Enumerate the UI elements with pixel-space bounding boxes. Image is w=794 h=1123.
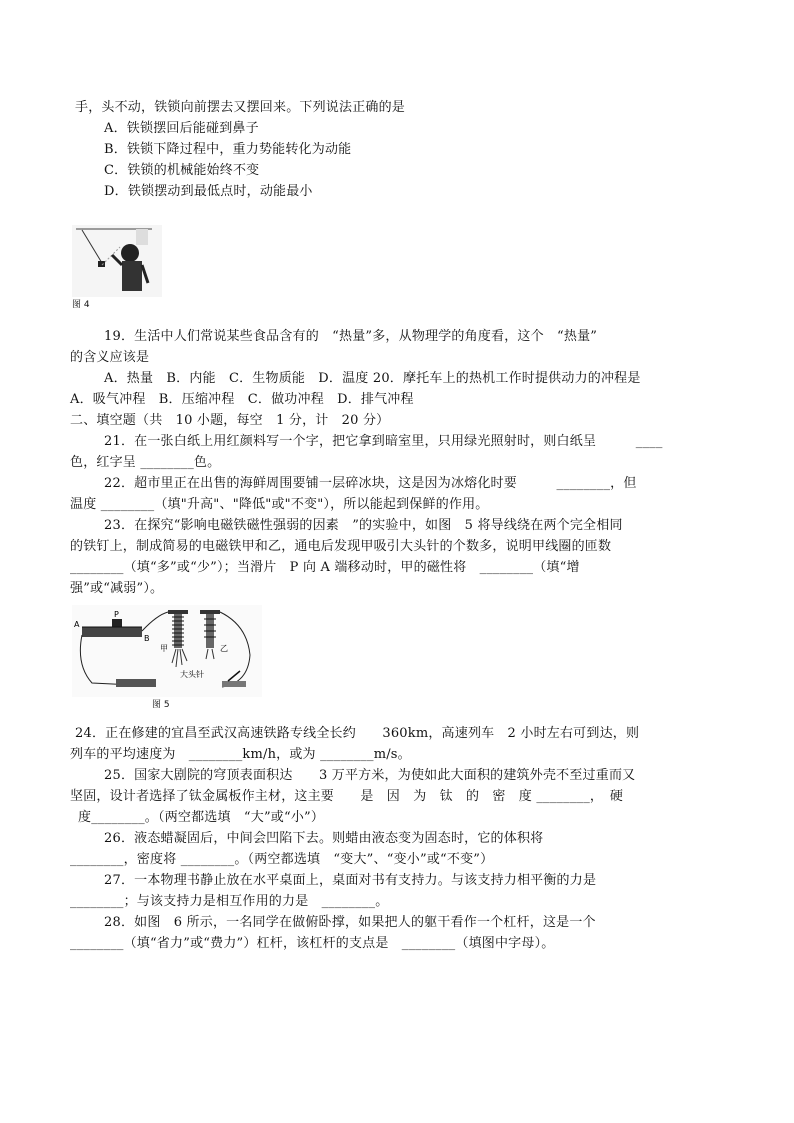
label-p: P	[114, 610, 119, 619]
q25-line2: 坚固，设计者选择了钛金属板作主材，这主要 是 因 为 钛 的 密 度 ________， 硬	[70, 789, 624, 804]
q23-line2: 的铁钉上，制成简易的电磁铁甲和乙，通电后发现甲吸引大头针的个数多，说明甲线圈的匝数	[70, 539, 612, 554]
q18-option-d: D．铁锁摆动到最低点时，动能最小	[104, 184, 313, 199]
q18-option-c: C．铁锁的机械能始终不变	[104, 163, 260, 178]
section-2-heading: 二、填空题（共 10 小题，每空 1 分，计 20 分）	[70, 413, 390, 428]
figure-4-caption: 图 4	[72, 300, 90, 310]
label-pins: 大头针	[180, 670, 204, 679]
q28-line1: 28．如图 6 所示，一名同学在做俯卧撑，如果把人的躯干看作一个杠杆，这是一个	[104, 915, 596, 930]
q21-line1: 21．在一张白纸上用红颜料写一个字，把它拿到暗室里，只用绿光照射时，则白纸呈 ____	[104, 434, 663, 449]
q19-line1: 19．生活中人们常说某些食品含有的 “热量”多，从物理学的角度看，这个 “热量”	[104, 329, 598, 344]
q28-line2: ________（填“省力”或“费力”）杠杆，该杠杆的支点是 ________（填图中字母）。	[70, 936, 555, 951]
label-b: B	[144, 634, 150, 643]
figure-5-caption: 图 5	[152, 700, 170, 710]
q25-line3: 度________。（两空都选填 “大”或“小”）	[78, 810, 325, 825]
q19-line2: 的含义应该是	[70, 350, 150, 365]
q27-line1: 27．一本物理书静止放在水平桌面上，桌面对书有支持力。与该支持力相平衡的力是	[104, 873, 597, 888]
figure-4-drawing	[72, 225, 162, 297]
q24-line2: 列车的平均速度为 ________km/h，或为 ________m/s。	[70, 747, 411, 762]
figure-5-drawing	[72, 605, 262, 697]
label-yi: 乙	[220, 644, 228, 653]
q22-line2: 温度 ________（填"升高"、"降低"或"不变"），所以能起到保鲜的作用。	[70, 497, 489, 512]
label-a: A	[74, 620, 80, 629]
q21-line2: 色，红字呈 ________色。	[70, 455, 221, 470]
q18-stem: 手，头不动，铁锁向前摆去又摆回来。下列说法正确的是	[75, 100, 406, 115]
q23-line1: 23．在探究“影响电磁铁磁性强弱的因素 ”的实验中，如图 5 将导线绕在两个完全相同	[104, 518, 623, 533]
q20-options: A．吸气冲程 B．压缩冲程 C．做功冲程 D．排气冲程	[70, 392, 414, 407]
q25-line1: 25．国家大剧院的穹顶表面积达 3 万平方米，为使如此大面积的建筑外壳不至过重而又	[104, 768, 636, 783]
q24-line1: 24．正在修建的宜昌至武汉高速铁路专线全长约 360km，高速列车 2 小时左右可到达，则	[75, 726, 640, 741]
q18-option-b: B．铁锁下降过程中，重力势能转化为动能	[104, 142, 352, 157]
q18-option-a: A．铁锁摆回后能碰到鼻子	[104, 121, 259, 136]
figure-5	[72, 605, 262, 710]
q26-line1: 26．液态蜡凝固后，中间会凹陷下去。则蜡由液态变为固态时，它的体积将	[104, 831, 544, 846]
q26-line2: ________，密度将 ________。（两空都选填 “变大”、“变小”或“不变”）	[70, 852, 494, 867]
label-jia: 甲	[160, 644, 168, 653]
q27-line2: ________；与该支持力是相互作用的力是 ________。	[70, 894, 389, 909]
q23-line4: 强”或“减弱”）。	[70, 581, 164, 596]
q22-line1: 22．超市里正在出售的海鲜周围要铺一层碎冰块，这是因为冰熔化时要 ________，但	[104, 476, 637, 491]
q23-line3: ________（填“多”或“少”）；当滑片 P 向 A 端移动时，甲的磁性将 ________（填“增	[70, 560, 580, 575]
q19-options-q20-stem: A．热量 B．内能 C．生物质能 D．温度 20．摩托车上的热机工作时提供动力的冲程是	[104, 371, 641, 386]
figure-4	[72, 225, 162, 310]
